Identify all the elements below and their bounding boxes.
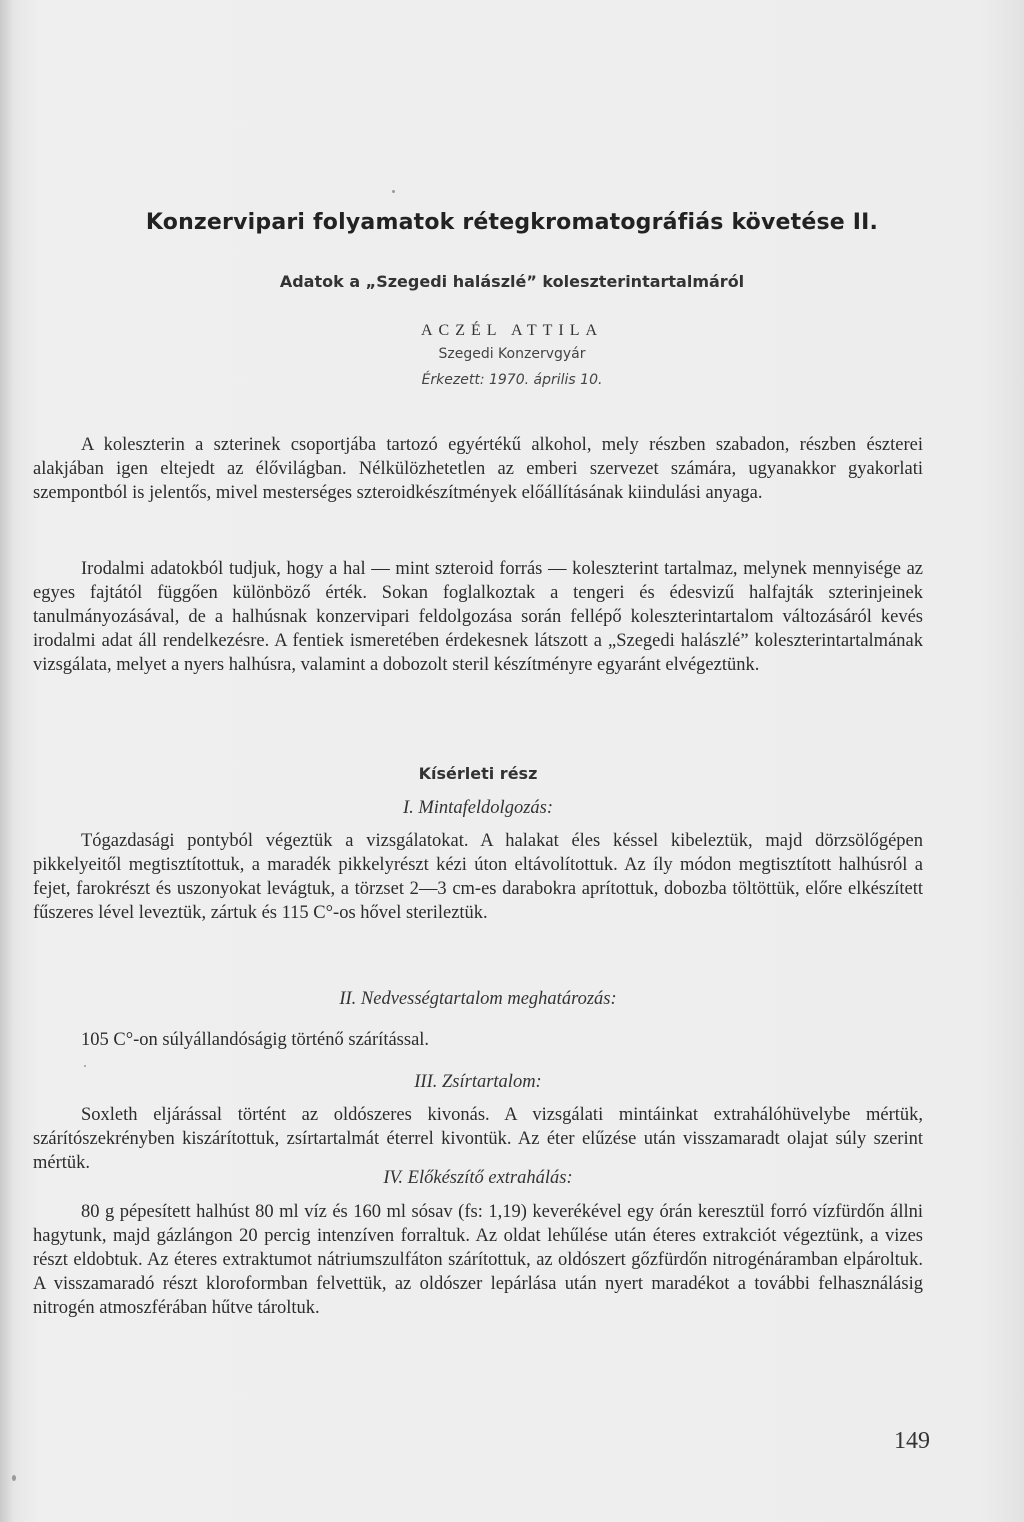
intro-paragraph-2: Irodalmi adatokból tudjuk, hogy a hal — mint szteroid forrás — koleszterint tartalmaz, melynek mennyisége az egyes fajtától függően különböző érték. Sokan foglalkoztak a tengeri és édesvizű halfajták szterinjeinek tanulmányozásával, de a halhúsnak konzervipari feldolgozása során fellépő koleszterintartalom változásáról kevés irodalmi adat áll rendelkezésre. A fentiek ismeretében érdekesnek látszott a „Szegedi halászlé” koleszterintartalmának vizsgálata, melyet a nyers halhúsra, valamint a dobozolt steril készítményre egyaránt elvégeztünk. — [33, 559, 923, 675]
article-title: Konzervipari folyamatok rétegkromatográfiás követése II. — [145, 210, 879, 235]
subsection-text-extraction: 80 g pépesített halhúst 80 ml víz és 160 ml sósav (fs: 1,19) keverékével egy órán keresztül forró vízfürdőn állni hagytunk, majd gázlángon 20 percig intenzíven forraltuk. Az oldat lehűlése után éteres extrakciót végeztünk, a vizes részt eldobtuk. Az éteres extraktumot nátriumszulfáton szárítottuk, az oldószert gőzfürdőn nitrogénáramban elpároltuk. A visszamaradó részt kloroformban felvettük, az oldószer lepárlása után nyert maradékot a további felhasználásig nitrogén atmoszférában hűtve tároltuk. — [33, 1202, 923, 1318]
article-subtitle: Adatok a „Szegedi halászlé” koleszterintartalmáról — [279, 272, 745, 291]
paper-speck — [392, 190, 395, 193]
intro-paragraph-1: A koleszterin a szterinek csoportjába tartozó egyértékű alkohol, mely részben szabadon, részben észterei alakjában igen eltejedt az élővilágban. Nélkülözhetetlen az emberi szervezet számára, ugyanakkor gyakorlati szempontból is jelentős, mivel mesterséges szteroidkészítmények előállításának kiindulási anyaga. — [33, 435, 923, 503]
page-number: 149 — [894, 1428, 930, 1454]
subsection-text-sample-prep: Tógazdasági pontyból végeztük a vizsgálatokat. A halakat éles késsel kibeleztük, majd dörzsölőgépen pikkelyeitől megtisztítottuk, a maradék pikkelyrészt kézi úton eltávolítottuk. Az íly módon megtisztított halhúsról a fejet, farokrészt és uszonyokat levágtuk, a törzset 2—3 cm-es darabokra aprítottuk, dobozba töltöttük, előre elkészített fűszeres lével leveztük, zártuk és 115 C°-os hővel sterileztük. — [33, 831, 923, 923]
paper-speck — [12, 1475, 16, 1481]
subsection-heading-fat: III. Zsírtartalom: — [414, 1072, 542, 1092]
received-date: Érkezett: 1970. április 10. — [421, 372, 603, 388]
subsection-heading-extraction: IV. Előkészítő extrahálás: — [383, 1168, 573, 1188]
subsection-text-fat: Soxleth eljárással történt az oldószeres kivonás. A vizsgálati mintáinkat extrahálóhüvelybe mértük, szárítószekrényben kiszárítottuk, zsírtartalmát éterrel kivontük. Az éter elűzése után visszamaradt olajat súly szerint mértük. — [33, 1105, 923, 1173]
subsection-text-moisture: 105 C°-on súlyállandóságig történő szárítással. — [81, 1030, 430, 1050]
subsection-heading-sample-prep: I. Mintafeldolgozás: — [402, 798, 554, 818]
paper-speck — [84, 1065, 86, 1067]
author-affiliation: Szegedi Konzervgyár — [438, 346, 586, 362]
section-heading-experimental: Kísérleti rész — [418, 764, 538, 783]
author-name: ACZÉL ATTILA — [420, 322, 604, 339]
subsection-heading-moisture: II. Nedvességtartalom meghatározás: — [339, 989, 617, 1009]
